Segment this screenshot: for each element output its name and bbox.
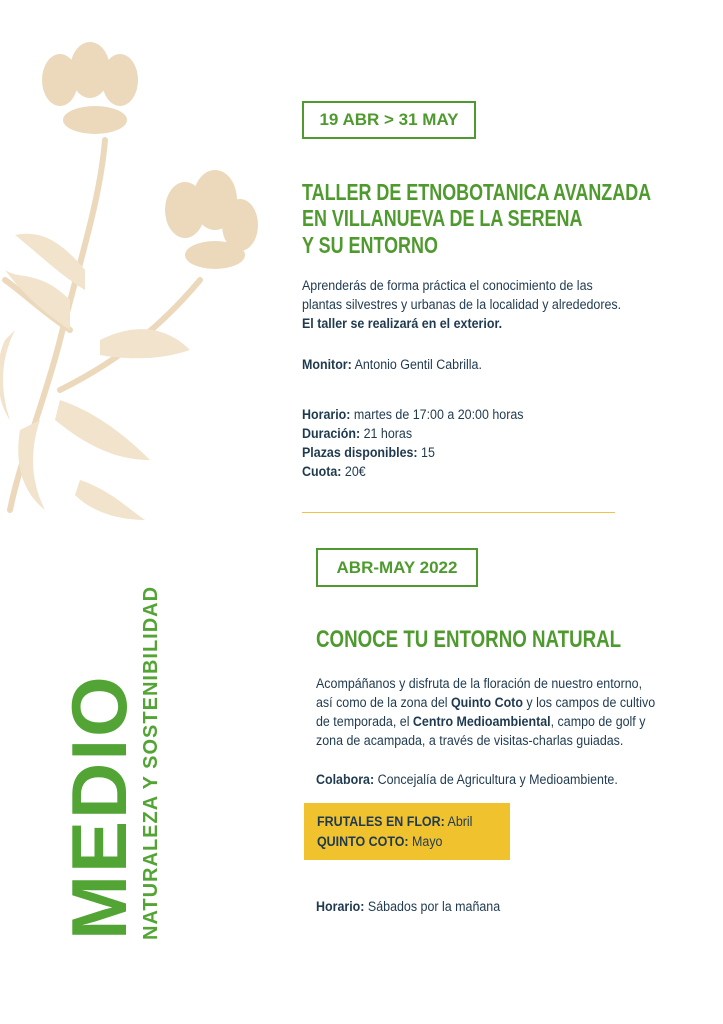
title-line: CONOCE TU ENTORNO NATURAL — [316, 626, 622, 653]
description-line — [316, 693, 655, 712]
highlight-row — [317, 832, 496, 852]
highlight-label: QUINTO COTO: — [317, 834, 409, 849]
horario-value: Sábados por la mañana — [364, 899, 501, 914]
collaborator-info — [316, 770, 618, 789]
detail-row — [302, 462, 524, 481]
detail-row — [302, 405, 524, 424]
highlight-value: Mayo — [408, 834, 443, 849]
flower-illustration-icon — [0, 40, 300, 520]
monitor-label: Monitor: — [302, 357, 352, 372]
highlight-row — [317, 812, 496, 832]
detail-label: Horario: — [302, 407, 351, 422]
detail-label: Plazas disponibles: — [302, 445, 418, 460]
detail-label: Duración: — [302, 426, 361, 441]
highlight-label: FRUTALES EN FLOR: — [317, 814, 445, 829]
brand-subtitle: NATURALEZA Y SOSTENIBILIDAD — [140, 585, 162, 940]
description-line: Aprenderás de forma práctica el conocimiento de las — [302, 278, 593, 293]
detail-value: 15 — [417, 445, 435, 460]
title-line: TALLER DE ETNOBOTANICA AVANZADA — [302, 179, 652, 205]
monitor-info — [302, 355, 482, 374]
colabora-value: Concejalía de Agricultura y Medioambiente. — [374, 772, 618, 787]
bold-span: Centro Medioambiental — [412, 714, 551, 729]
description-bold: El taller se realizará en el exterior. — [302, 316, 503, 331]
detail-value: 20€ — [341, 464, 366, 479]
highlight-value: Abril — [444, 814, 473, 829]
detail-row — [302, 443, 524, 462]
date-text: ABR-MAY 2022 — [336, 557, 458, 577]
colabora-label: Colabora: — [316, 772, 375, 787]
text-span: y los campos de cultivo — [522, 695, 656, 710]
detail-row — [302, 424, 524, 443]
monitor-value: Antonio Gentil Cabrilla. — [351, 357, 482, 372]
highlight-box — [304, 803, 510, 860]
section-divider — [302, 512, 615, 513]
bold-span: Quinto Coto — [450, 695, 523, 710]
description-line: Acompáñanos y disfruta de la floración de nuestro entorno, — [316, 676, 643, 691]
horario-label: Horario: — [316, 899, 365, 914]
workshop-description — [302, 276, 621, 333]
title-line: Y SU ENTORNO — [302, 231, 438, 258]
activity-description — [316, 674, 655, 750]
description-line — [316, 712, 655, 731]
title-line: EN VILLANUEVA DE LA SERENA — [302, 205, 583, 232]
workshop-title — [302, 179, 651, 258]
detail-value: martes de 17:00 a 20:00 horas — [350, 407, 524, 422]
date-badge — [302, 101, 476, 139]
schedule-info — [316, 897, 500, 916]
description-line: zona de acampada, a través de visitas-charlas guiadas. — [316, 733, 624, 748]
detail-label: Cuota: — [302, 464, 342, 479]
workshop-details — [302, 405, 524, 481]
detail-value: 21 horas — [360, 426, 413, 441]
description-line: plantas silvestres y urbanas de la localidad y alrededores. — [302, 297, 622, 312]
text-span: de temporada, el — [316, 714, 413, 729]
activity-title — [316, 626, 621, 654]
date-text: 19 ABR > 31 MAY — [319, 110, 459, 129]
medio-logo-text: MEDIO — [55, 674, 143, 940]
text-span: , campo de golf y — [550, 714, 646, 729]
date-badge — [316, 548, 478, 587]
text-span: así como de la zona del — [316, 695, 451, 710]
